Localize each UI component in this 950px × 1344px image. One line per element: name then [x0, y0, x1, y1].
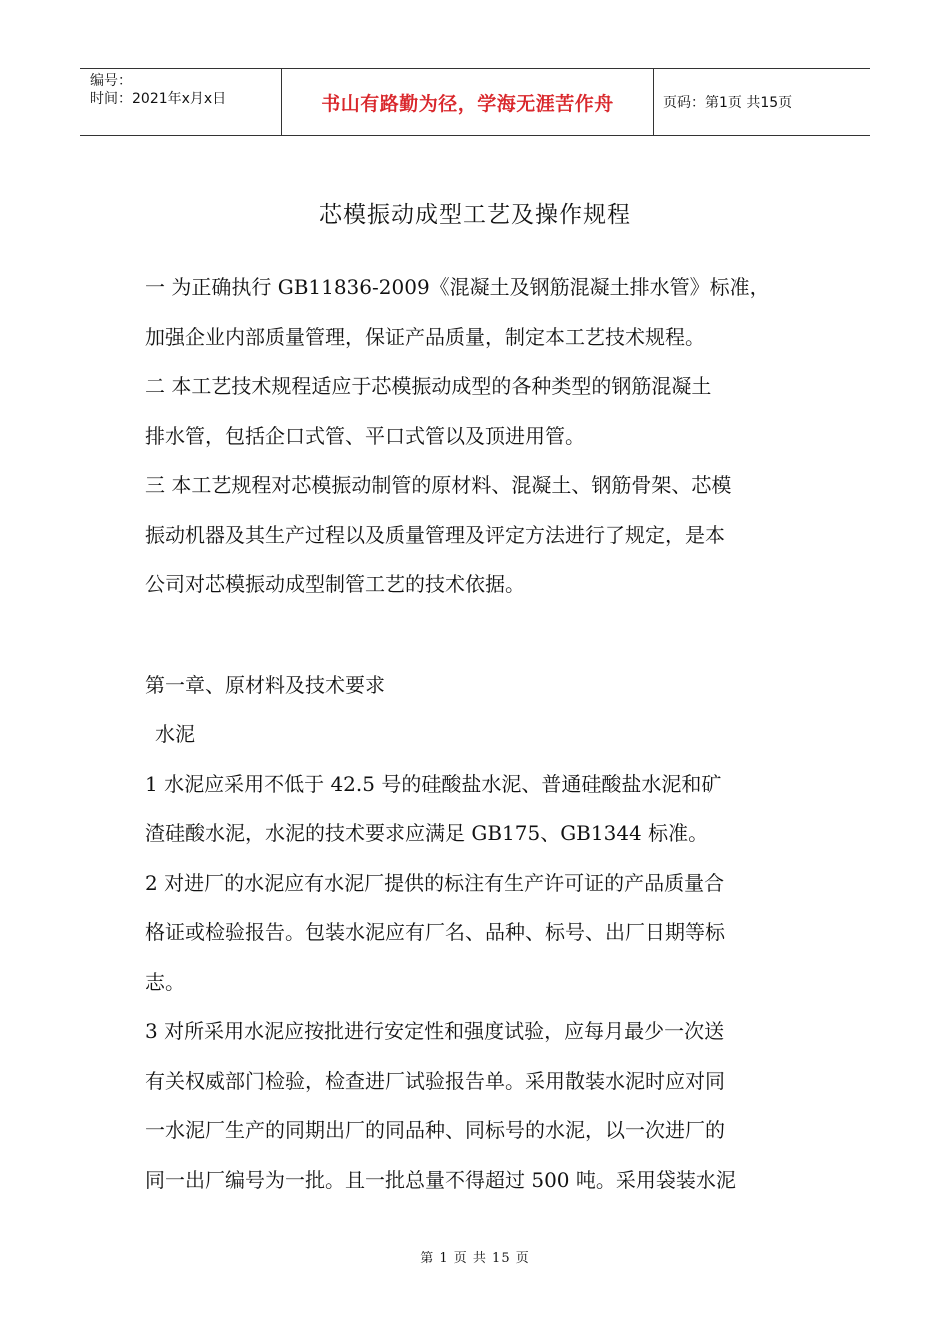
body-line: 二 本工艺技术规程适应于芯模振动成型的各种类型的钢筋混凝土	[145, 374, 712, 398]
body-line: 排水管，包括企口式管、平口式管以及顶进用管。	[145, 423, 585, 448]
body-line: 3 对所采用水泥应按批进行安定性和强度试验，应每月最少一次送	[145, 1019, 725, 1043]
section-heading: 水泥	[155, 722, 195, 746]
number-label: 编号：	[90, 73, 132, 89]
body-line: 1 水泥应采用不低于 42.5 号的硅酸盐水泥、普通硅酸盐水泥和矿	[145, 771, 722, 796]
body-line: 加强企业内部质量管理，保证产品质量，制定本工艺技术规程。	[145, 324, 705, 349]
chapter-heading: 第一章、原材料及技术要求	[145, 672, 385, 697]
body-line: 渣硅酸水泥，水泥的技术要求应满足 GB175、GB1344 标准。	[145, 821, 709, 845]
header-meta	[80, 69, 282, 135]
body-line: 格证或检验报告。包装水泥应有厂名、品种、标号、出厂日期等标	[145, 920, 725, 944]
document-title: 芯模振动成型工艺及操作规程	[319, 202, 631, 228]
body-line: 志。	[145, 969, 185, 994]
header-page-info: 页码：第1页 共15页	[663, 95, 793, 111]
body-line: 2 对进厂的水泥应有水泥厂提供的标注有生产许可证的产品质量合	[145, 870, 725, 895]
page-footer: 第 1 页 共 15 页	[420, 1251, 530, 1266]
header-motto: 书山有路勤为径，学海无涯苦作舟	[282, 69, 654, 135]
time-label: 时间：2021年x月x日	[90, 91, 227, 107]
body-line: 公司对芯模振动成型制管工艺的技术依据。	[145, 572, 525, 596]
body-line: 三 本工艺规程对芯模振动制管的原材料、混凝土、钢筋骨架、芯模	[145, 473, 732, 497]
body-line: 一 为正确执行 GB11836-2009《混凝土及钢筋混凝土排水管》标准，	[145, 275, 770, 299]
body-line: 有关权威部门检验，检查进厂试验报告单。采用散装水泥时应对同	[145, 1068, 725, 1093]
body-line: 同一出厂编号为一批。且一批总量不得超过 500 吨。采用袋装水泥	[145, 1167, 736, 1192]
body-line: 一水泥厂生产的同期出厂的同品种、同标号的水泥，以一次进厂的	[145, 1118, 725, 1142]
document-body	[145, 263, 825, 1205]
body-line: 振动机器及其生产过程以及质量管理及评定方法进行了规定，是本	[145, 522, 725, 547]
document-header	[80, 68, 870, 136]
